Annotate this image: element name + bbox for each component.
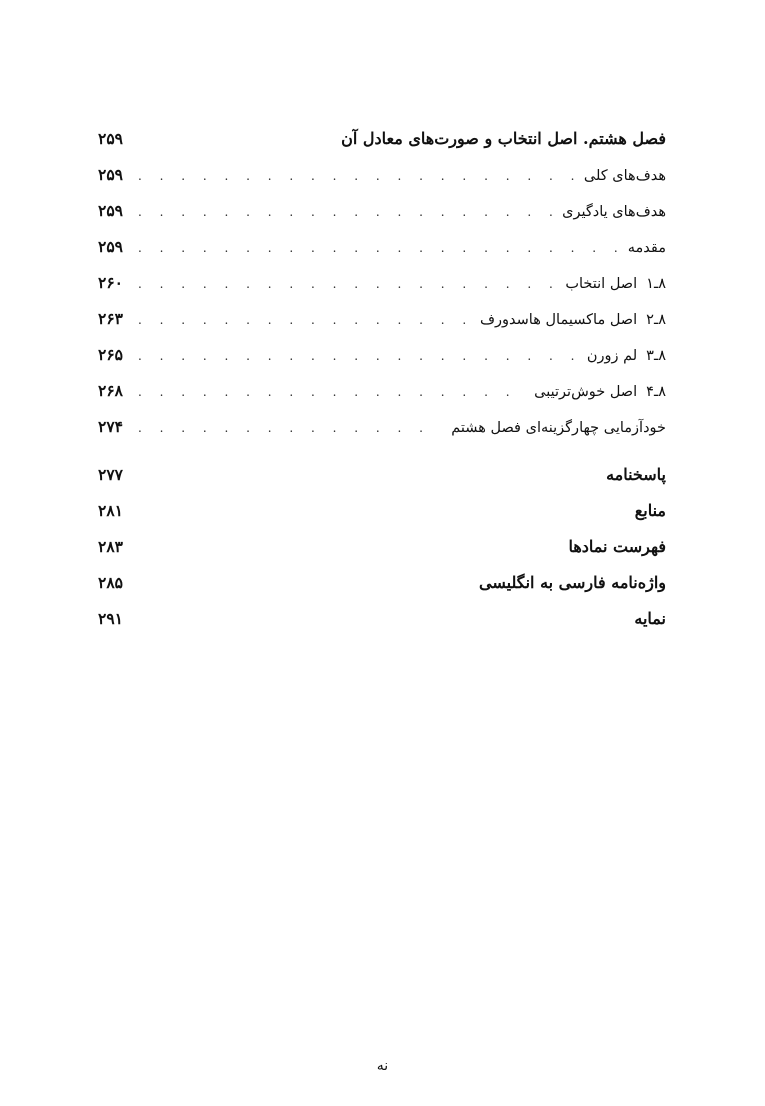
toc-entry-section-8-2[interactable]	[98, 301, 666, 337]
toc-entry-title	[534, 374, 666, 410]
toc-entry-section-8-3[interactable]	[98, 337, 666, 373]
toc-entry-page-number: ۲۵۹	[98, 165, 123, 184]
toc-entry-title	[451, 410, 666, 446]
section-title: هدف‌های یادگیری	[562, 204, 666, 220]
section-title: خودآزمایی چهارگزینه‌ای فصل هشتم	[451, 420, 666, 436]
appendix-page-number: ۲۸۳	[98, 537, 123, 556]
section-gap	[98, 445, 666, 457]
dot-leader	[138, 410, 441, 446]
appendix-page-number: ۲۸۵	[98, 573, 123, 592]
appendix-title: پاسخنامه	[606, 465, 666, 484]
toc-entry-title	[628, 230, 666, 266]
toc-entry-section-8-4[interactable]	[98, 373, 666, 409]
section-number: ۸ـ۴	[646, 384, 666, 400]
toc-appendix-answers[interactable]	[98, 457, 666, 493]
chapter-title: فصل هشتم. اصل انتخاب و صورت‌های معادل آن	[341, 129, 666, 148]
toc-chapter-heading[interactable]	[98, 121, 666, 157]
appendix-page-number: ۲۹۱	[98, 609, 123, 628]
dot-leader	[138, 230, 618, 266]
toc-entry-section-8-1[interactable]	[98, 265, 666, 301]
section-title: اصل انتخاب	[565, 276, 638, 292]
appendix-title: واژه‌نامه فارسی به انگلیسی	[479, 573, 666, 592]
toc-entry-page-number: ۲۵۹	[98, 237, 123, 256]
section-title: هدف‌های کلی	[583, 168, 666, 184]
toc-appendix-index[interactable]	[98, 601, 666, 637]
dot-leader	[138, 158, 574, 194]
dot-leader	[138, 374, 524, 410]
toc-entry-title	[565, 266, 666, 302]
section-number: ۸ـ۲	[646, 312, 666, 328]
toc-entry-self-test[interactable]	[98, 409, 666, 445]
appendix-title: فهرست نمادها	[568, 537, 666, 556]
toc-entry-general-goals[interactable]	[98, 157, 666, 193]
page-footer-number: نه	[376, 1058, 389, 1074]
chapter-page-number: ۲۵۹	[98, 129, 123, 148]
toc-entry-title	[562, 194, 666, 230]
toc-appendix-glossary[interactable]	[98, 565, 666, 601]
appendix-page-number: ۲۷۷	[98, 465, 123, 484]
section-title: اصل ماکسیمال هاسدورف	[480, 312, 638, 328]
toc-entry-page-number: ۲۵۹	[98, 201, 123, 220]
toc-entry-title	[587, 338, 666, 374]
toc-entry-introduction[interactable]	[98, 229, 666, 265]
dot-leader	[138, 194, 552, 230]
toc-appendix-symbols[interactable]	[98, 529, 666, 565]
dot-leader	[138, 338, 577, 374]
toc-entry-page-number: ۲۶۵	[98, 345, 123, 364]
table-of-contents	[98, 121, 666, 637]
toc-entry-page-number: ۲۶۳	[98, 309, 123, 328]
toc-entry-title	[584, 158, 666, 194]
section-title: لم زورن	[586, 348, 638, 364]
section-title: مقدمه	[627, 240, 666, 256]
toc-entry-page-number: ۲۷۴	[98, 417, 123, 436]
appendix-page-number: ۲۸۱	[98, 501, 123, 520]
toc-entry-page-number: ۲۶۸	[98, 381, 123, 400]
toc-entry-title	[480, 302, 666, 338]
section-number: ۸ـ۳	[646, 348, 666, 364]
section-number: ۸ـ۱	[646, 276, 666, 292]
toc-entry-page-number: ۲۶۰	[98, 273, 123, 292]
section-title: اصل خوش‌ترتیبی	[534, 384, 638, 400]
appendix-title: منابع	[634, 501, 666, 520]
toc-appendix-references[interactable]	[98, 493, 666, 529]
appendix-title: نمایه	[634, 609, 666, 628]
dot-leader	[138, 302, 470, 338]
dot-leader	[138, 266, 555, 302]
toc-entry-learning-goals[interactable]	[98, 193, 666, 229]
